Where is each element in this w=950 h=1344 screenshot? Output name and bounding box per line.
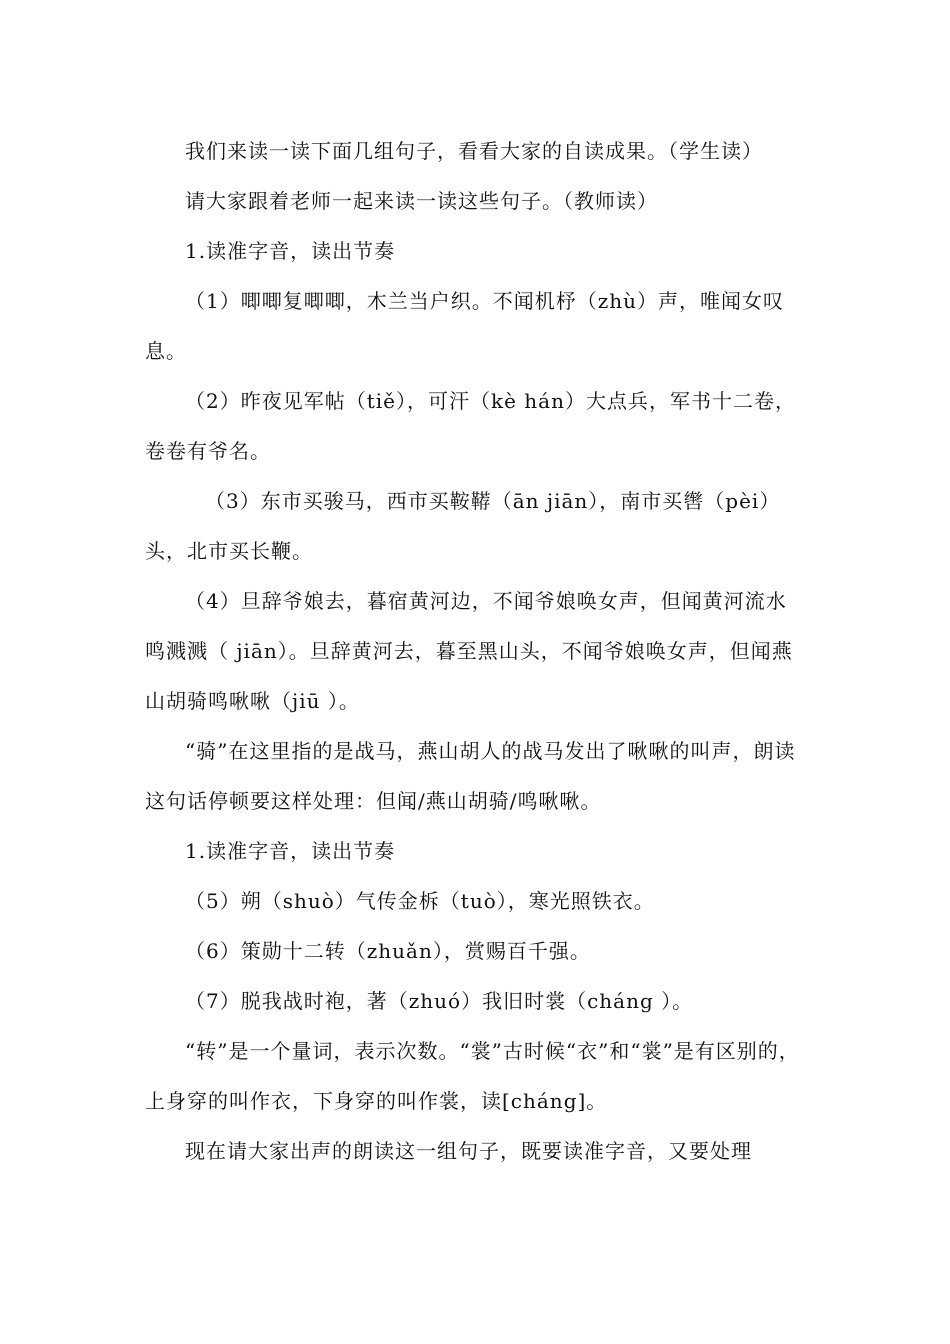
sentence-2: （2）昨夜见军帖（tiě），可汗（kè hán）大点兵，军书十二卷，卷卷有爷名。 [145,389,796,463]
sentence-3: （3）东市买骏马，西市买鞍鞯（ān jiān），南市买辔（pèi）头，北市买长鞭。 [145,489,781,563]
paragraph-explanation-ji: “骑”在这里指的是战马，燕山胡人的战马发出了啾啾的叫声，朗读这句话停顿要这样处理：但闻/燕山胡骑/鸣啾啾。 [145,739,796,813]
section-heading-pronunciation-repeat: 1.读准字音，读出节奏 [185,839,396,863]
paragraph-intro-reading: 我们来读一读下面几组句子，看看大家的自读成果。（学生读） [185,139,763,163]
sentence-4: （4）旦辞爷娘去，暮宿黄河边，不闻爷娘唤女声，但闻黄河流水鸣溅溅（ jiān）。旦辞黄河去，暮至黑山头，不闻爷娘唤女声，但闻燕山胡骑鸣啾啾（jiū ）。 [145,589,793,713]
paragraph-explanation-zhuan-chang: “转”是一个量词，表示次数。“裳”古时候“衣”和“裳”是有区别的，上身穿的叫作衣，下身穿的叫作裳，读[cháng]。 [145,1039,800,1113]
sentence-6: （6）策勋十二转（zhuǎn），赏赐百千强。 [185,939,591,963]
sentence-5: （5）朔（shuò）气传金柝（tuò），寒光照铁衣。 [185,889,655,913]
paragraph-read-aloud-instruction: 现在请大家出声的朗读这一组句子，既要读准字音，又要处理 [185,1139,752,1163]
document-body [145,126,807,1176]
paragraph-teacher-reading: 请大家跟着老师一起来读一读这些句子。（教师读） [185,189,658,213]
section-heading-pronunciation: 1.读准字音，读出节奏 [185,239,396,263]
sentence-1: （1）唧唧复唧唧，木兰当户织。不闻机杼（zhù）声，唯闻女叹息。 [145,289,785,363]
sentence-7: （7）脱我战时袍，著（zhuó）我旧时裳（cháng ）。 [185,989,694,1013]
